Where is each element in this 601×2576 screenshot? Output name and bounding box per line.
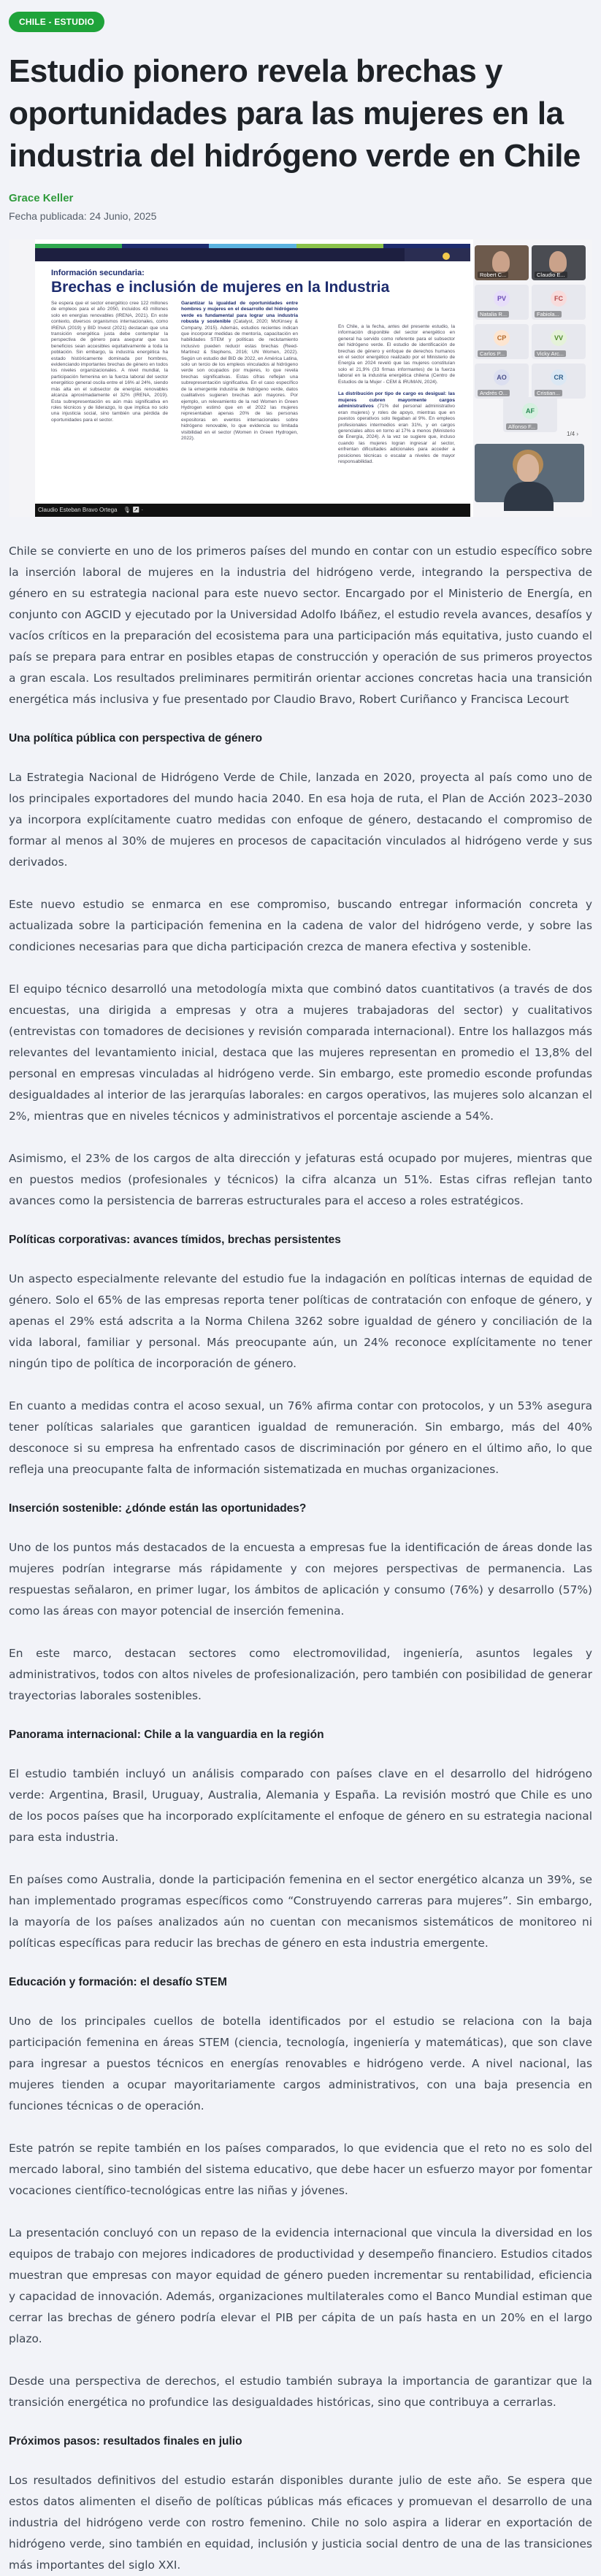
participant-avatar: FC (551, 291, 567, 307)
category-badge[interactable]: CHILE - ESTUDIO (9, 12, 104, 32)
participant-name: Fabiola... (535, 311, 562, 318)
participant-name: Vicky Arc... (535, 350, 566, 357)
section-heading: Próximos pasos: resultados finales en julio (9, 2435, 242, 2448)
slide-dot-icon (443, 253, 450, 260)
participant-tile[interactable] (475, 364, 529, 399)
participant-name: Cristian... (535, 390, 562, 396)
slide-column-1: Se espera que el sector energético cree 122 millones de empleos para el año 2050, incluidos 43 millones solo en energías renovables (IRENA, 2021). En este contexto, diversos organismos internacionales, como IRENA (2019) y BID Invest (2021) destacan que una transición energética justa debe contemplar la perspectiva de género para asegurar que sus beneficios sean accesibles equitativamente a toda la población. Sin embargo, la industria energética ha estado históricamente dominada por hombres, evidenciando importantes brechas de género en todos los niveles organizacionales. A nivel mundial, la participación femenina en la fuerza laboral del sector energético general oscila entre el 16% al 24%, siendo más alta en el subsector de energías renovables alcanza aproximadamente el 32% (IRENA, 2019). Esta subrepresentación es aún más significativa en roles técnicos y de liderazgo, lo que implica no solo una injusticia social, sino también una pérdida de oportunidades para el sector. (51, 301, 168, 423)
slide-corner-band (405, 248, 470, 261)
paragraph: El estudio también incluyó un análisis comparado con países clave en el desarrollo del hidrógeno verde: Argentina, Brasil, Uruguay, Australia, Alemania y España. La revisión mostró que Chile es uno de los pocos países que ha incorporado explícitamente el enfoque de género en su estrategia nacional para esta industria. (9, 1767, 592, 1844)
participant-avatar: AF (522, 403, 538, 419)
slide-column-2-text: (Catalyst, 2020; McKinsey & Company, 2015). Además, estudios recientes indican que incorporar medidas de mentoría, capacitación en habilidades STEM y políticas de reclutamiento inclusivo pueden reducir estas brechas (Reed-Martinez & Stephens, 2016; UN Women, 2022). Según un estudio del BID de 2022, en América Latina, solo un tercio de los empleos vinculados al hidrógeno verde son ocupados por mujeres, lo que revela brechas significativas. Estas cifras reflejan una subrepresentación significativa. En el caso específico de la emergente industria de hidrógeno verde, datos cualitativos sugieren brechas aún mayores. Por ejemplo, un relevamiento de la red Women in Green Hydrogen estimó que en el 2022 las mujeres representaban apenas 20% de las personas expositoras en eventos internacionales sobre hidrógeno renovable, lo que evidencia su limitada visibilidad en el sector (Women in Green Hydrogen, 2022). (181, 319, 298, 441)
participant-name: Alfonso F... (506, 423, 537, 430)
participant-tile[interactable] (503, 397, 557, 432)
paragraph: El equipo técnico desarrolló una metodología mixta que combinó datos cuantitativos (a través de dos encuestas, una dirigida a empresas y otra a mujeres trabajadoras del sector) y cualitativos (entrevistas con tomadores de decisiones y revisión comparada internacional). Entre los hallazgos más relevantes del levantamiento inicial, destaca que las mujeres representan en promedio el 13,8% del personal en empresas vinculadas al hidrógeno verde. Sin embargo, este promedio esconde profundas desigualdades al interior de las jerarquías laborales: en cargos operativos, las mujeres solo alcanzan el 2%, mientras que en niveles técnicos y administrativos el porcentaje asciende a 54%. (9, 983, 592, 1123)
speaker-name: Claudio Esteban Bravo Ortega (38, 507, 118, 513)
speaker-face (517, 454, 539, 482)
paragraph: Asimismo, el 23% de los cargos de alta dirección y jefaturas está ocupado por mujeres, mientras que en puestos medios (profesionales y técnicos) la cifra alcanza un 51%. Estas cifras reflejan tanto avances como la persistencia de barreras estructurales para el acceso a roles estratégicos. (9, 1152, 592, 1207)
active-speaker-tile[interactable] (475, 444, 584, 502)
paragraph: La presentación concluyó con un repaso de la evidencia internacional que vincula la diversidad en los equipos de trabajo con mejores indicadores de productividad y desempeño financiero. Estudios citados muestran que empresas con mayor equidad de género pueden incrementar su rentabilidad, eficiencia y capacidad de innovación. Además, organizaciones multilaterales como el Banco Mundial estiman que cerrar las brechas de género podría elevar el PIB per cápita de un país hasta en un 20% en el largo plazo. (9, 2226, 592, 2345)
slide-column-3-text: En Chile, a la fecha, antes del presente estudio, la información disponible del sector energético en general ha servido como referente para el subsector del hidrógeno verde. El estudio de identificación de brechas de género y enfoque de derechos humanos en el sector energético realizado por el Ministerio de Energía en 2024 reveló que las mujeres constituían solo el 21,9% (33 firmas informantes) de la fuerza laboral en la industria energética chilena (Centro de Estudios de la Mujer - CEM & IRUMAN, 2024). (338, 324, 455, 385)
participant-avatar: CP (494, 330, 510, 346)
participant-tile[interactable] (475, 285, 529, 320)
video-recording[interactable] (9, 239, 592, 517)
video-left-margin (9, 239, 35, 517)
paragraph: Los resultados definitivos del estudio estarán disponibles durante julio de este año. Se espera que estos datos alimenten el diseño de políticas públicas más eficaces y promuevan el desarrollo de una industria del hidrógeno verde con rostro femenino. Chile no solo aspira a liderar en exportación de hidrógeno verde, sino también en equidad, inclusión y justicia social dentro de una de las transiciones más importantes del siglo XXI. (9, 2474, 592, 2572)
publish-date: Fecha publicada: 24 Junio, 2025 (9, 210, 157, 222)
participant-tile[interactable] (532, 324, 586, 359)
slide-title: Brechas e inclusión de mujeres en la Industria (51, 279, 390, 296)
paragraph: En este marco, destacan sectores como electromovilidad, ingeniería, asuntos legales y administrativos, todos con altos niveles de profesionalización, pero también con posibilidad de generar trayectorias laborales sostenibles. (9, 1647, 592, 1702)
participant-tile[interactable] (475, 324, 529, 359)
participant-tile[interactable] (532, 364, 586, 399)
participant-pager[interactable]: 1/4 › (567, 431, 579, 437)
paragraph: Uno de los puntos más destacados de la encuesta a empresas fue la identificación de áreas donde las mujeres podrían integrarse más rápidamente y con mejores perspectivas de permanencia. Las respuestas señalaron, en primer lugar, los ámbitos de aplicación y consumo (76%) y desarrollo (57%) como las áreas con mayor potencial de inserción femenina. (9, 1541, 592, 1618)
author-name[interactable]: Grace Keller (9, 192, 74, 204)
participant-name: Carlos P... (478, 350, 507, 357)
participant-tile[interactable] (532, 285, 586, 320)
participant-name: Claudio E... (535, 272, 567, 278)
slide-secondary-label: Información secundaria: (51, 269, 145, 277)
participant-tile[interactable] (532, 245, 586, 280)
participant-panel (473, 239, 592, 517)
paragraph: Un aspecto especialmente relevante del estudio fue la indagación en políticas internas de equidad de género. Solo el 65% de las empresas reporta tener políticas de contratación con enfoque de género, y apenas el 29% está adscrita a la Norma Chilena 3262 sobre igualdad de género y conciliación de la vida laboral, familiar y personal. Más preocupante aún, un 24% reconoce explícitamente no tener ningún tipo de política de incorporación de género. (9, 1272, 592, 1370)
paragraph: La Estrategia Nacional de Hidrógeno Verde de Chile, lanzada en 2020, proyecta al país como uno de los principales exportadores del mundo hacia 2040. En esa hoja de ruta, el Plan de Acción 2023–2030 ya incorpora explícitamente cuatro medidas con enfoque de género, destacando el compromiso de formar al menos al 30% de mujeres en procesos de capacitación vinculados al hidrógeno verde y sus derivados. (9, 771, 592, 869)
presentation-slide (35, 239, 470, 504)
slide-column-2-emphasis: Garantizar la igualdad de oportunidades entre hombres y mujeres en el desarrollo del hidrógeno verde es fundamental para lograr una industria robusta y sostenible (181, 301, 298, 325)
participant-name: Natalia R... (478, 311, 509, 318)
participant-avatar: VV (551, 330, 567, 346)
section-heading: Panorama internacional: Chile a la vanguardia en la región (9, 1729, 324, 1741)
participant-avatar: PV (494, 291, 510, 307)
participant-name: Andrés O... (478, 390, 510, 396)
slide-column-3-emphasis: La distribución por tipo de cargo es desigual: las mujeres cubren mayormente cargos administrativos (338, 391, 455, 410)
paragraph: Desde una perspectiva de derechos, el estudio también subraya la importancia de garantizar que la transición energética no profundice las desigualdades históricas, sino que contribuya a cerrarlas. (9, 2375, 592, 2409)
section-heading: Educación y formación: el desafío STEM (9, 1976, 227, 1988)
paragraph: Este nuevo estudio se enmarca en ese compromiso, buscando entregar información concreta y actualizada sobre la participación femenina en la cadena de valor del hidrógeno verde, y sobre las condiciones necesarias para que dicha participación crezca de manera efectiva y sostenible. (9, 898, 592, 953)
article-title: Estudio pionero revela brechas y oportunidades para las mujeres en la industria del hidrógeno verde en Chile (9, 53, 581, 174)
slide-column-3 (338, 324, 455, 465)
section-heading: Inserción sostenible: ¿dónde están las oportunidades? (9, 1502, 307, 1515)
paragraph: En cuanto a medidas contra el acoso sexual, un 76% afirma contar con protocolos, y un 53% asegura tener políticas salariales que garanticen igualdad de remuneración. Sin embargo, más del 40% desconoce si su empresa ha enfrentado casos de discriminación por género en el último año, lo que refleja una preocupante falta de información sistematizada en muchas organizaciones. (9, 1399, 592, 1476)
mic-icon: 🎙 ↗ · (123, 507, 144, 513)
paragraph: Uno de los principales cuellos de botella identificados por el estudio se relaciona con la baja participación femenina en áreas STEM (ciencia, tecnología, ingeniería y matemáticas), que son clave para ingresar a puestos técnicos en energías renovables e hidrógeno verde. A nivel nacional, las mujeres tienden a ocupar mayoritariamente cargos administrativos, con una baja presencia en funciones técnicas o de operación. (9, 2015, 592, 2112)
slide-column-2 (181, 301, 298, 442)
participant-avatar: CR (551, 369, 567, 385)
paragraph: Este patrón se repite también en los países comparados, lo que evidencia que el reto no es solo del mercado laboral, sino también del sistema educativo, que debe hacer un esfuerzo mayor por fomentar vocaciones científico-tecnológicas entre las niñas y jóvenes. (9, 2142, 592, 2197)
participant-photo (549, 251, 567, 273)
video-caption-bar (35, 504, 470, 517)
participant-name: Robert C... (478, 272, 508, 278)
participant-avatar: AO (494, 369, 510, 385)
paragraph: En países como Australia, donde la participación femenina en el sector energético alcanza un 39%, se han implementado programas específicos como “Construyendo carreras para mujeres”. Sin embargo, la mayoría de los países analizados aún no cuentan con mecanismos sistemáticos de monitoreo ni políticas específicas para reducir las brechas de género en esta industria emergente. (9, 1873, 592, 1950)
slide-column-3-end: (71% del personal administrativo eran mujeres) y roles de apoyo, mientras que en puestos operativos solo llegaban al 9%. En empleos profesionales intermedios eran 31%, y en cargos gerenciales altos en torno al 17% a menos (Ministerio de Energía, 2024). A la vez se sugiere que, incluso cuando las mujeres logran ingresar al sector, enfrentan dificultades adicionales para acceder a posiciones técnicas o escalar a niveles de mayor responsabilidad. (338, 404, 455, 464)
paragraph: Chile se convierte en uno de los primeros países del mundo en contar con un estudio específico sobre la inserción laboral de mujeres en la industria del hidrógeno verde, integrando la perspectiva de género en su estrategia nacional para este nuevo sector. Encargado por el Ministerio de Energía, en conjunto con AGCID y ejecutado por la Universidad Adolfo Ibáñez, el estudio revela avances, desafíos y vacíos críticos en la preparación del ecosistema para una participación más equitativa, justo cuando el país se prepara para entrar en posibles etapas de construcción y operación de sus primeros proyectos a gran escala. Los resultados preliminares permitirán orientar acciones concretas hacia una transición energética más inclusiva y fue presentado por Claudio Bravo, Robert Curiñanco y Francisca Lecourt (9, 545, 592, 706)
section-heading: Una política pública con perspectiva de género (9, 732, 263, 745)
section-heading: Políticas corporativas: avances tímidos, brechas persistentes (9, 1234, 341, 1246)
participant-tile[interactable] (475, 245, 529, 280)
participant-photo (492, 251, 510, 273)
speaker-body (504, 482, 554, 511)
article-body (9, 541, 592, 2576)
